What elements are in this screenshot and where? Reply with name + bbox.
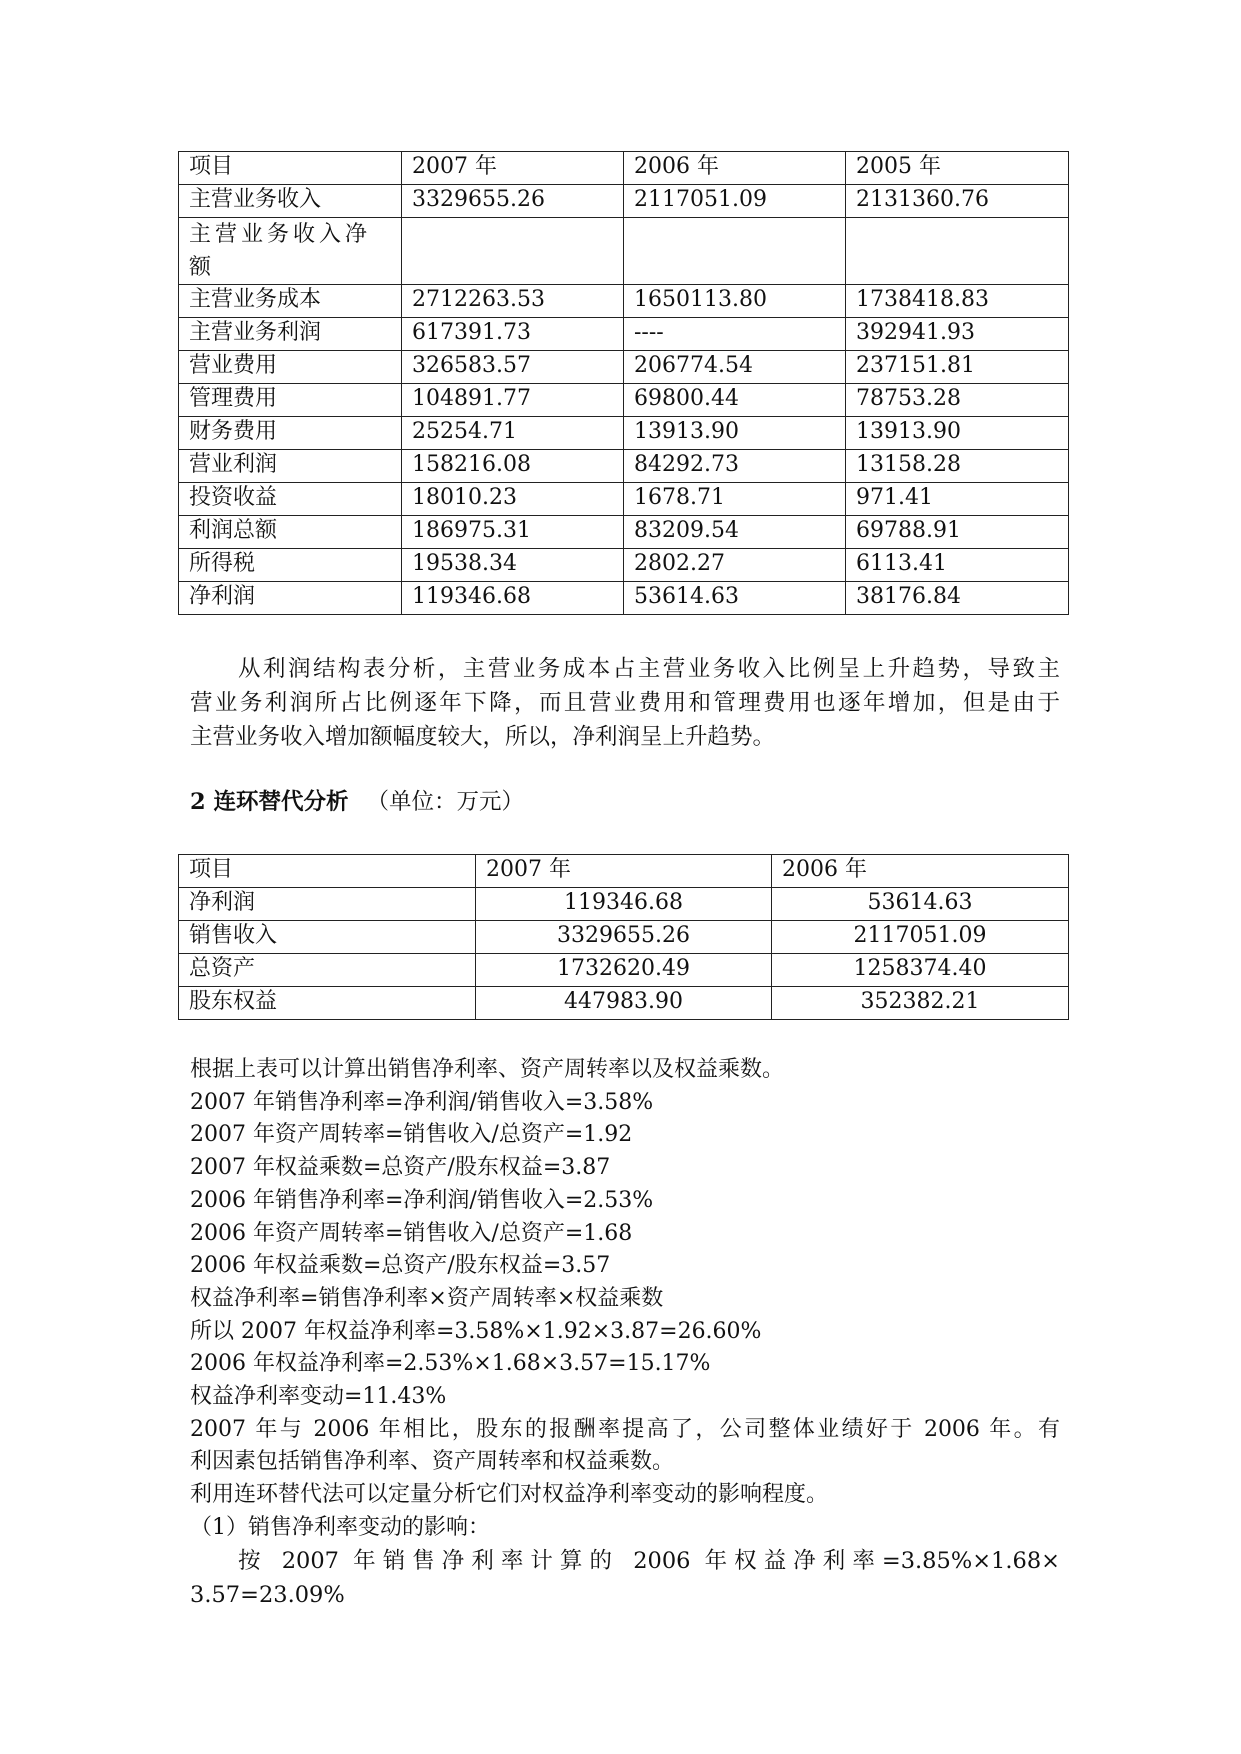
table-row	[179, 450, 1069, 483]
table-cell	[624, 218, 846, 285]
text-line: 根据上表可以计算出销售净利率、资产周转率以及权益乘数。	[190, 1057, 785, 1082]
text-line: 2006 年资产周转率=销售收入/总资产=1.68	[190, 1220, 633, 1246]
row-label: 主营业务收入	[179, 185, 402, 218]
row-label: 营业费用	[179, 351, 402, 384]
table-cell: 3329655.26	[402, 185, 624, 218]
header-cell: 2006 年	[772, 855, 1069, 888]
table-cell: 326583.57	[402, 351, 624, 384]
table-row	[179, 384, 1069, 417]
row-label: 所得税	[179, 549, 402, 582]
table-cell: 158216.08	[402, 450, 624, 483]
text-line: 2007 年权益乘数=总资产/股东权益=3.87	[190, 1155, 611, 1181]
table-row	[179, 185, 1069, 218]
substitution-paragraph	[190, 1544, 1060, 1612]
row-label: 股东权益	[179, 987, 476, 1020]
header-cell: 2007 年	[476, 855, 772, 888]
section-title: 2 连环替代分析	[190, 789, 349, 815]
header-cell: 2005 年	[846, 152, 1069, 185]
text-line: 所以 2007 年权益净利率=3.58%×1.92×3.87=26.60%	[190, 1318, 762, 1344]
table-row	[179, 987, 1069, 1020]
paragraph-line: 从利润结构表分析，主营业务成本占主营业务收入比例呈上升趋势，导致主	[238, 656, 1060, 682]
text-line: 利用连环替代法可以定量分析它们对权益净利率变动的影响程度。	[190, 1482, 829, 1508]
table-cell: 18010.23	[402, 483, 624, 516]
table-cell: 6113.41	[846, 549, 1069, 582]
text-line: 2007 年资产周转率=销售收入/总资产=1.92	[190, 1122, 633, 1148]
table-row	[179, 582, 1069, 615]
table-cell: 69800.44	[624, 384, 846, 417]
row-label: 净利润	[179, 582, 402, 615]
table-header-row	[179, 855, 1069, 888]
row-label: 营业利润	[179, 450, 402, 483]
table-row	[179, 921, 1069, 954]
row-label: 主营业务收入净额	[179, 218, 402, 285]
table-cell: 53614.63	[772, 888, 1069, 921]
table-cell: 1678.71	[624, 483, 846, 516]
calculation-lines	[190, 1054, 1060, 1545]
text-line: 2007 年销售净利率=净利润/销售收入=3.58%	[190, 1089, 654, 1115]
text-line: 2007 年与 2006 年相比，股东的报酬率提高了，公司整体业绩好于 2006 年。有	[190, 1416, 1060, 1442]
header-cell: 2006 年	[624, 152, 846, 185]
row-label: 总资产	[179, 954, 476, 987]
header-cell: 2007 年	[402, 152, 624, 185]
table-cell: 447983.90	[476, 987, 772, 1020]
row-label: 财务费用	[179, 417, 402, 450]
section-unit: （单位：万元）	[366, 789, 525, 815]
table-cell: 1650113.80	[624, 285, 846, 318]
table-row	[179, 549, 1069, 582]
table-cell: 2131360.76	[846, 185, 1069, 218]
profit-structure-table	[178, 151, 1069, 615]
table-cell: 104891.77	[402, 384, 624, 417]
table-cell: 186975.31	[402, 516, 624, 549]
table-row	[179, 954, 1069, 987]
paragraph-line: 按 2007 年销售净利率计算的 2006 年权益净利率=3.85%×1.68×	[238, 1548, 1060, 1574]
table-cell: 2117051.09	[772, 921, 1069, 954]
table-cell: 2802.27	[624, 549, 846, 582]
text-line: 利因素包括销售净利率、资产周转率和权益乘数。	[190, 1449, 675, 1475]
table-cell: 1732620.49	[476, 954, 772, 987]
table-cell: 38176.84	[846, 582, 1069, 615]
table-cell: ----	[624, 318, 846, 351]
table-cell: 84292.73	[624, 450, 846, 483]
table-cell: 69788.91	[846, 516, 1069, 549]
row-label: 管理费用	[179, 384, 402, 417]
paragraph-line: 3.57=23.09%	[190, 1582, 345, 1608]
table-cell	[846, 218, 1069, 285]
header-cell: 项目	[179, 152, 402, 185]
table-cell: 1738418.83	[846, 285, 1069, 318]
table-cell: 119346.68	[476, 888, 772, 921]
table-row	[179, 318, 1069, 351]
row-label: 净利润	[179, 888, 476, 921]
text-line: 权益净利率变动=11.43%	[190, 1384, 447, 1410]
paragraph-line: 主营业务收入增加额幅度较大，所以，净利润呈上升趋势。	[190, 724, 776, 750]
table-row	[179, 888, 1069, 921]
table-cell: 392941.93	[846, 318, 1069, 351]
table-cell: 78753.28	[846, 384, 1069, 417]
text-line: （1）销售净利率变动的影响：	[190, 1514, 490, 1540]
table-cell: 13913.90	[624, 417, 846, 450]
table-cell: 2117051.09	[624, 185, 846, 218]
table-cell: 3329655.26	[476, 921, 772, 954]
section-heading	[190, 785, 524, 819]
table-cell: 971.41	[846, 483, 1069, 516]
table-cell	[402, 218, 624, 285]
text-line: 2006 年权益净利率=2.53%×1.68×3.57=15.17%	[190, 1351, 711, 1377]
table-cell: 83209.54	[624, 516, 846, 549]
text-line: 2006 年销售净利率=净利润/销售收入=2.53%	[190, 1187, 654, 1213]
table-cell: 119346.68	[402, 582, 624, 615]
paragraph-line: 营业务利润所占比例逐年下降，而且营业费用和管理费用也逐年增加，但是由于	[190, 690, 1060, 716]
table-cell: 2712263.53	[402, 285, 624, 318]
table-cell: 25254.71	[402, 417, 624, 450]
row-label: 主营业务成本	[179, 285, 402, 318]
analysis-paragraph	[190, 652, 1060, 754]
substitution-table	[178, 854, 1069, 1020]
header-cell: 项目	[179, 855, 476, 888]
table-cell: 617391.73	[402, 318, 624, 351]
table-row	[179, 516, 1069, 549]
table-row	[179, 218, 1069, 285]
table-cell: 206774.54	[624, 351, 846, 384]
table-cell: 53614.63	[624, 582, 846, 615]
table-cell: 13913.90	[846, 417, 1069, 450]
row-label: 销售收入	[179, 921, 476, 954]
row-label: 投资收益	[179, 483, 402, 516]
row-label: 主营业务利润	[179, 318, 402, 351]
table-row	[179, 351, 1069, 384]
table-row	[179, 285, 1069, 318]
table-row	[179, 417, 1069, 450]
table-cell: 237151.81	[846, 351, 1069, 384]
text-line: 权益净利率=销售净利率×资产周转率×权益乘数	[190, 1285, 664, 1311]
table-row	[179, 483, 1069, 516]
table-cell: 1258374.40	[772, 954, 1069, 987]
table-cell: 13158.28	[846, 450, 1069, 483]
row-label: 利润总额	[179, 516, 402, 549]
table-cell: 352382.21	[772, 987, 1069, 1020]
table-cell: 19538.34	[402, 549, 624, 582]
table-header-row	[179, 152, 1069, 185]
text-line: 2006 年权益乘数=总资产/股东权益=3.57	[190, 1253, 611, 1279]
